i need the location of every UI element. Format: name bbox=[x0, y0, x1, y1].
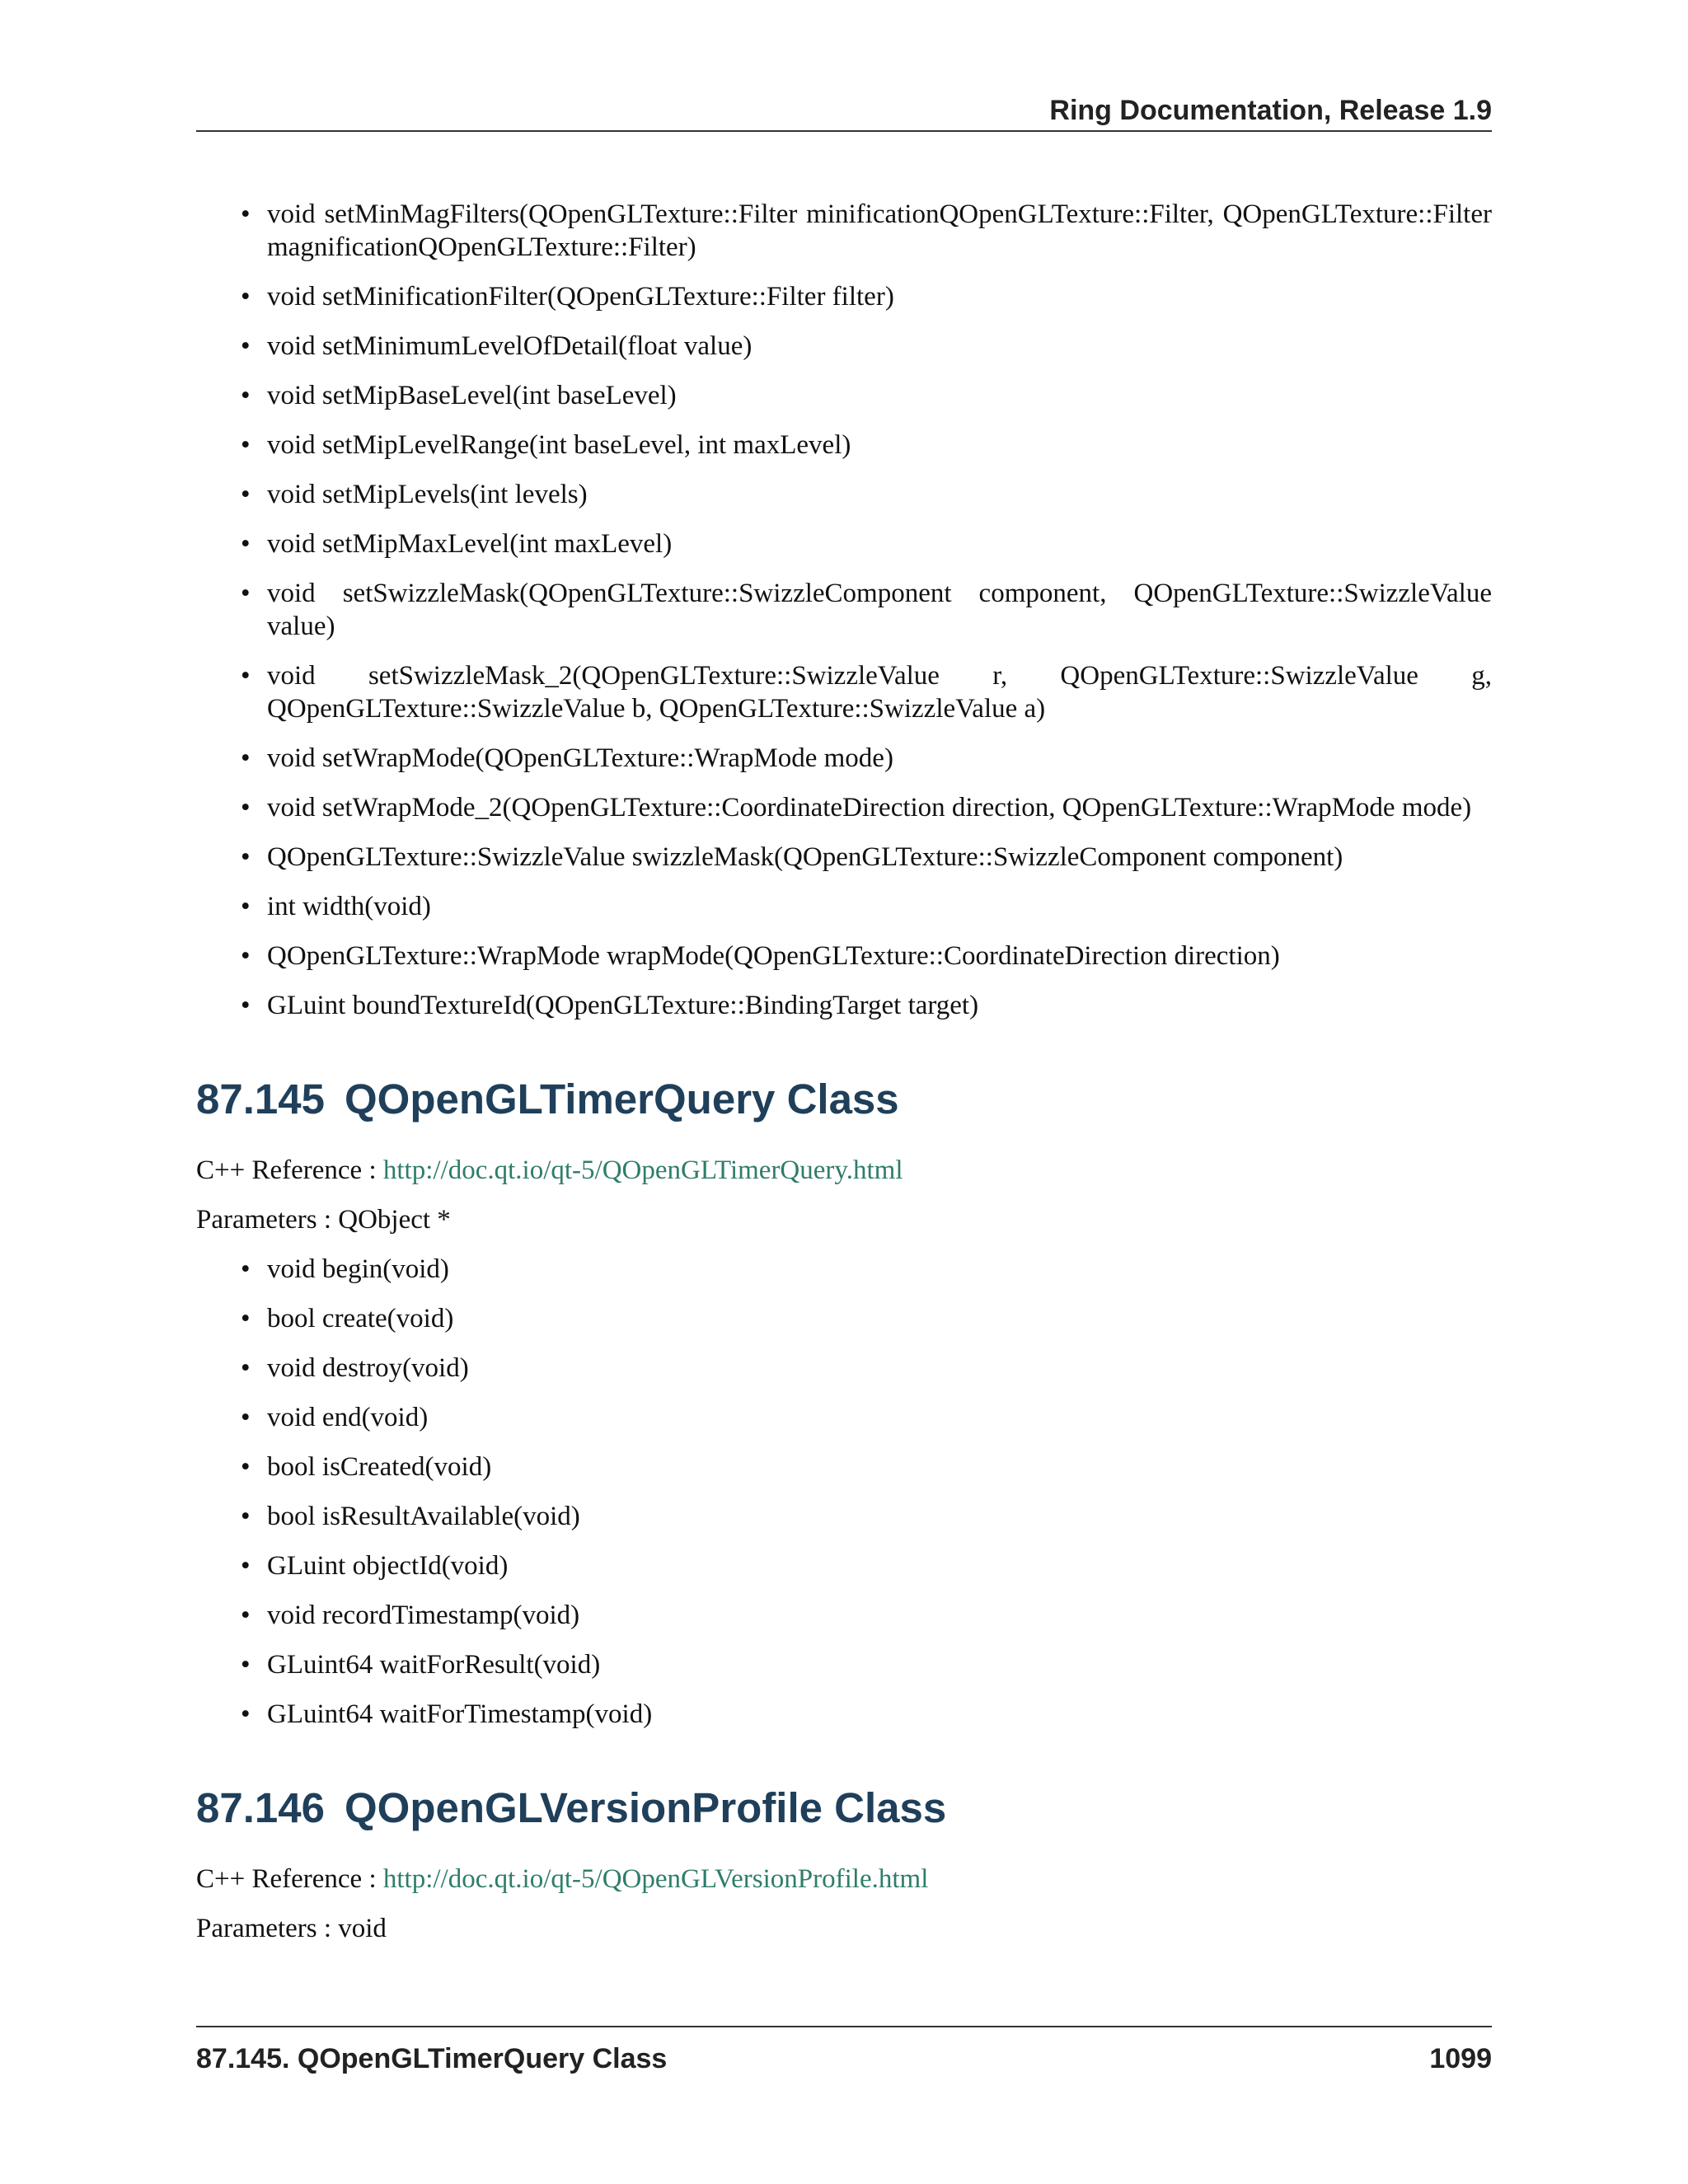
list-item: • void setSwizzleMask_2(QOpenGLTexture::SwizzleValue r, QOpenGLTexture::SwizzleValue g, QOpenGLTexture::SwizzleValue b, QOpenGLTexture::SwizzleValue a) bbox=[196, 659, 1492, 725]
list-item: • QOpenGLTexture::SwizzleValue swizzleMask(QOpenGLTexture::SwizzleComponent component) bbox=[196, 841, 1492, 874]
list-item: • void setWrapMode(QOpenGLTexture::WrapMode mode) bbox=[196, 742, 1492, 775]
list-item: • bool create(void) bbox=[196, 1302, 1492, 1335]
parameters-line: Parameters : void bbox=[196, 1914, 387, 1943]
list-item: • void setMipMaxLevel(int maxLevel) bbox=[196, 527, 1492, 560]
section-number: 87.146 bbox=[196, 1784, 325, 1831]
header-title: Ring Documentation, Release 1.9 bbox=[1049, 95, 1492, 126]
method-list-top bbox=[196, 198, 1492, 1022]
running-header bbox=[196, 91, 1492, 132]
list-item: • void setSwizzleMask(QOpenGLTexture::SwizzleComponent component, QOpenGLTexture::SwizzleValue value) bbox=[196, 577, 1492, 643]
section-heading-145 bbox=[196, 1073, 1492, 1126]
reference-label: C++ Reference : bbox=[196, 1155, 383, 1185]
cpp-reference bbox=[196, 1154, 1492, 1187]
list-item: • GLuint64 waitForResult(void) bbox=[196, 1648, 1492, 1681]
list-item: • void setMinimumLevelOfDetail(float value) bbox=[196, 330, 1492, 363]
reference-label: C++ Reference : bbox=[196, 1864, 383, 1894]
list-item: • void recordTimestamp(void) bbox=[196, 1599, 1492, 1632]
page-content bbox=[196, 198, 1492, 1945]
list-item: • bool isResultAvailable(void) bbox=[196, 1500, 1492, 1533]
page-number: 1099 bbox=[1429, 2043, 1492, 2074]
cpp-reference bbox=[196, 1863, 1492, 1896]
list-item: • void begin(void) bbox=[196, 1253, 1492, 1286]
list-item: • void end(void) bbox=[196, 1401, 1492, 1434]
section-heading-146 bbox=[196, 1782, 1492, 1835]
section-number: 87.145 bbox=[196, 1076, 325, 1122]
footer-section: 87.145. QOpenGLTimerQuery Class bbox=[196, 2043, 668, 2074]
list-item: • void setMinificationFilter(QOpenGLTexture::Filter filter) bbox=[196, 280, 1492, 313]
list-item: • bool isCreated(void) bbox=[196, 1451, 1492, 1483]
reference-link[interactable]: http://doc.qt.io/qt-5/QOpenGLTimerQuery.html bbox=[382, 1155, 903, 1185]
list-item: • void setMipLevels(int levels) bbox=[196, 478, 1492, 511]
section-title-text: QOpenGLVersionProfile Class bbox=[345, 1784, 947, 1831]
list-item: • GLuint64 waitForTimestamp(void) bbox=[196, 1698, 1492, 1731]
list-item: • GLuint boundTextureId(QOpenGLTexture::BindingTarget target) bbox=[196, 989, 1492, 1022]
list-item: • QOpenGLTexture::WrapMode wrapMode(QOpenGLTexture::CoordinateDirection direction) bbox=[196, 940, 1492, 972]
list-item: • void setMipLevelRange(int baseLevel, int maxLevel) bbox=[196, 429, 1492, 462]
list-item: • int width(void) bbox=[196, 890, 1492, 923]
section-title-text: QOpenGLTimerQuery Class bbox=[345, 1076, 899, 1122]
running-footer bbox=[196, 2026, 1492, 2077]
method-list-timerquery bbox=[196, 1253, 1492, 1731]
list-item: • void destroy(void) bbox=[196, 1352, 1492, 1385]
list-item: • GLuint objectId(void) bbox=[196, 1549, 1492, 1582]
reference-link[interactable]: http://doc.qt.io/qt-5/QOpenGLVersionProfile.html bbox=[382, 1864, 929, 1894]
list-item: • void setMipBaseLevel(int baseLevel) bbox=[196, 379, 1492, 412]
list-item: • void setWrapMode_2(QOpenGLTexture::CoordinateDirection direction, QOpenGLTexture::WrapMode mode) bbox=[196, 791, 1492, 824]
parameters-line: Parameters : QObject * bbox=[196, 1205, 451, 1235]
list-item: • void setMinMagFilters(QOpenGLTexture::Filter minificationQOpenGLTexture::Filter, QOpenGLTexture::Filter magnificationQOpenGLTexture::Filter) bbox=[196, 198, 1492, 264]
